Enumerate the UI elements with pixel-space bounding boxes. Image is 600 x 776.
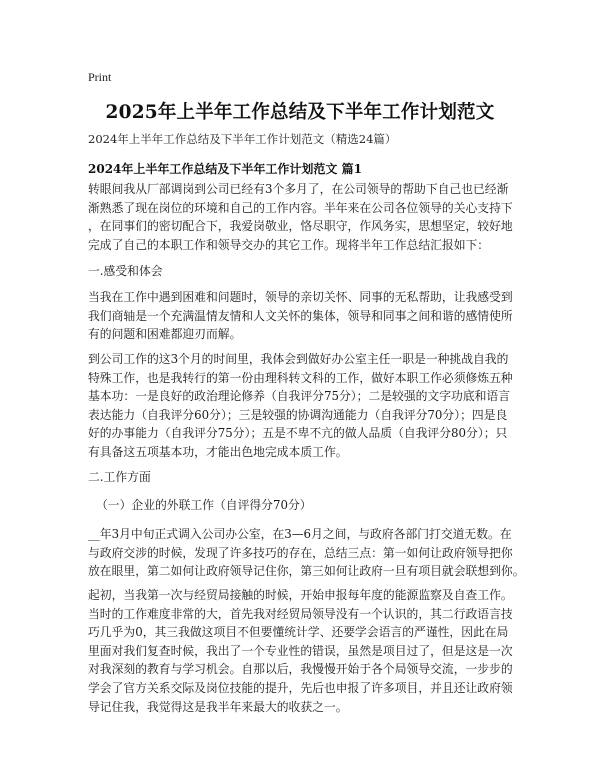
text-line: 到公司工作的这3个月的时间里，我体会到做好办公室主任一职是一种挑战自我的	[88, 352, 509, 366]
text-line: 我们商轴是一个充满温情友情和人文关怀的集体，领导和同事之间和谐的感情使所	[88, 308, 513, 323]
text-line: 有的问题和困难都迎刃而解。	[88, 327, 242, 342]
document-subtitle: 2024年上半年工作总结及下半年工作计划范文（精选24篇）	[88, 132, 397, 146]
text-line: 当我在工作中遇到困难和问题时，领导的亲切关怀、同事的无私帮助，让我感受到	[88, 290, 513, 304]
intro-paragraph	[88, 180, 524, 254]
subsection1-heading: （一）企业的外联工作（自评得分70分）	[96, 498, 312, 512]
text-line: 有具备这五项基本功，才能出色地完成本质工作。	[88, 444, 348, 459]
text-line: 完成了自己的本职工作和领导交办的其它工作。现将半年工作总结汇报如下：	[88, 237, 490, 252]
section1-paragraph-1	[88, 288, 524, 344]
text-line: 特殊工作，也是我转行的第一份由理科转文科的工作，做好本职工作必须修炼五种	[88, 370, 513, 385]
text-line: 里面对我们复查时候，我出了一个专业性的错误，虽然是项目过了，但是这是一次	[88, 643, 513, 658]
text-line: 导记住我，我觉得这是我半年来最大的收获之一。	[88, 699, 348, 714]
text-line: ，在同事们的密切配合下，我爱岗敬业，恪尽职守，作风务实，思想坚定，较好地	[88, 219, 513, 234]
text-line: 表达能力（自我评分60分）；三是较强的协调沟通能力（自我评分70分）；四是良	[88, 407, 508, 422]
text-line: __年3月中旬正式调入公司办公室，在3—6月之间，与政府各部门打交道无数。在	[88, 527, 512, 541]
text-line: 与政府交涉的时候，发现了许多技巧的存在，总结三点：第一如何让政府领导把你	[88, 545, 513, 560]
text-line: 转眼间我从厂部调岗到公司已经有3个多月了，在公司领导的帮助下自己也已经渐	[88, 182, 509, 196]
article-heading: 2024年上半年工作总结及下半年工作计划范文 篇1	[88, 162, 362, 176]
subsection1-paragraph-2	[88, 586, 524, 716]
text-line: 对我深刻的教育与学习机会。自那以后，我慢慢开始于各个局领导交流，一步步的	[88, 662, 513, 677]
document-title: 2025年上半年工作总结及下半年工作计划范文	[105, 102, 495, 123]
text-line: 基本功：一是良好的政治理论修养（自我评分75分）；二是较强的文字功底和语言	[88, 389, 511, 404]
section2-heading: 二.工作方面	[88, 470, 151, 484]
text-line: 好的办事能力（自我评分75分）；五是不卑不亢的做人品质（自我评分80分）；只	[88, 426, 508, 441]
text-line: 放在眼里，第二如何让政府领导记住你，第三如何让政府一旦有项目就会联想到你。	[88, 564, 525, 579]
section1-paragraph-2	[88, 350, 524, 462]
subsection1-paragraph-1	[88, 525, 524, 581]
text-line: 当时的工作难度非常的大，首先我对经贸局领导没有一个认识的，其二行政语言技	[88, 606, 513, 621]
section1-heading: 一.感受和体会	[88, 264, 163, 278]
print-link[interactable]: Print	[88, 70, 112, 84]
text-line: 起初，当我第一次与经贸局接触的时候，开始申报每年度的能源监察及自查工作。	[88, 588, 513, 602]
text-line: 学会了官方关系交际及岗位技能的提升，先后也申报了许多项目，并且还让政府领	[88, 680, 513, 695]
text-line: 巧几乎为0，其三我做这项目不但要懂统计学、还要学会语言的严谨性，因此在局	[88, 625, 509, 640]
text-line: 渐熟悉了现在岗位的环境和自己的工作内容。半年来在公司各位领导的关心支持下	[88, 200, 513, 215]
